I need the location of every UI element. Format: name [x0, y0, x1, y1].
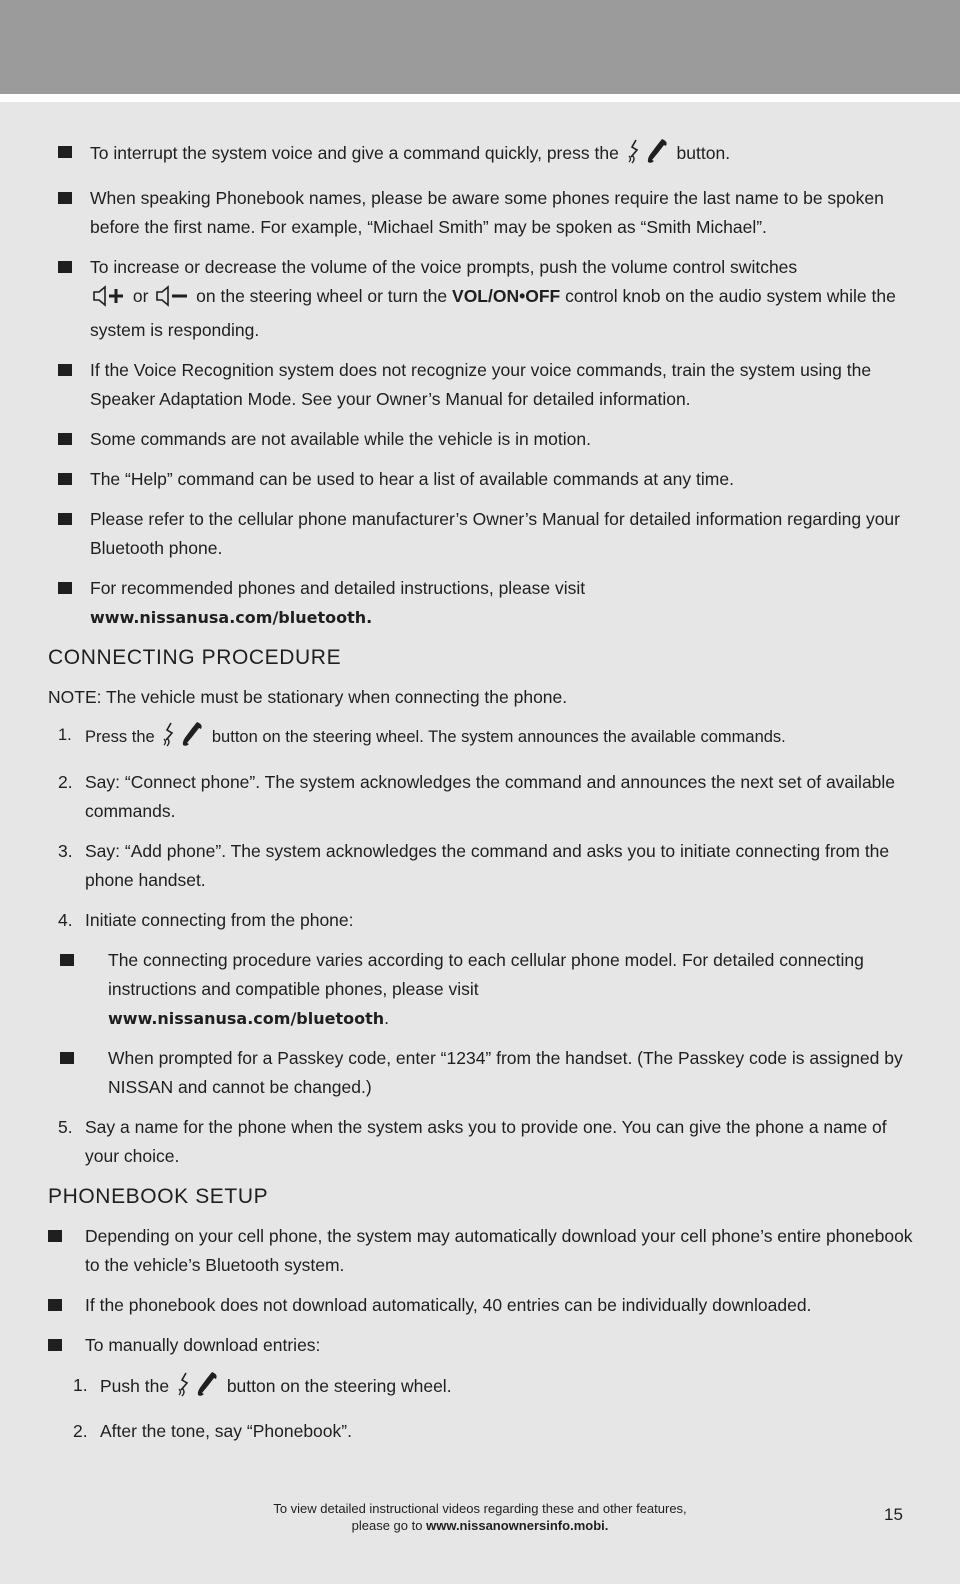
connecting-heading: CONNECTING PROCEDURE [48, 646, 342, 669]
step-item: 2. Say: “Connect phone”. The system acknowledges the command and announces the next set of available commands. [58, 772, 896, 821]
step-item: 1. Push the button on the steering wheel. [48, 1371, 918, 1406]
bluetooth-link[interactable]: www.nissanusa.com/bluetooth [108, 1009, 385, 1028]
bullet-item: When speaking Phonebook names, please be aware some phones require the last name to be spoken before the first name. For example, “Michael Smith” may be spoken as “Smith Michael”. [48, 184, 918, 242]
step-item: 1. Press the button on the steering wheel. The system announces the available commands. [48, 721, 918, 757]
bullet-item: If the phonebook does not download automatically, 40 entries can be individually downloaded. [48, 1291, 918, 1320]
header-band [0, 0, 960, 94]
bullet-item: Depending on your cell phone, the system may automatically download your cell phone’s entire phonebook to the vehicle’s Bluetooth system. [48, 1222, 918, 1280]
bullet-item: The “Help” command can be used to hear a list of available commands at any time. [48, 465, 918, 494]
volume-up-icon [92, 285, 126, 316]
bullet-item: To interrupt the system voice and give a command quickly, press the button. [48, 138, 918, 173]
page-content [48, 138, 918, 1457]
step-item: 3. Say: “Add phone”. The system acknowledges the command and asks you to initiate connecting from the phone handset. [58, 841, 890, 890]
bullet-item: Please refer to the cellular phone manufacturer’s Owner’s Manual for detailed information regarding your Bluetooth phone. [48, 505, 918, 563]
owners-info-link[interactable]: www.nissanownersinfo.mobi. [426, 1518, 609, 1533]
footer [200, 1500, 760, 1534]
footer-line-2: please go to www.nissanownersinfo.mobi. [351, 1518, 609, 1533]
phonebook-heading: PHONEBOOK SETUP [48, 1185, 269, 1208]
footer-line-1: To view detailed instructional videos regarding these and other features, [273, 1501, 687, 1516]
bullet-item: If the Voice Recognition system does not recognize your voice commands, train the system using the Speaker Adaptation Mode. See your Owner’s Manual for detailed information. [48, 356, 918, 414]
connecting-note: NOTE: The vehicle must be stationary when connecting the phone. [48, 687, 568, 707]
bullet-item: To increase or decrease the volume of the voice prompts, push the volume control switches or on the steering wheel or turn the VOL/ON•OFF control knob on the audio system while the system is responding. [48, 253, 918, 345]
talk-phone-icon [626, 138, 670, 173]
page-number: 15 [884, 1505, 903, 1524]
bluetooth-link[interactable]: www.nissanusa.com/bluetooth. [90, 608, 373, 627]
header-rule [0, 94, 960, 102]
talk-phone-icon [176, 1371, 220, 1406]
volume-down-icon [155, 285, 189, 316]
sub-bullet-item: When prompted for a Passkey code, enter “1234” from the handset. (The Passkey code is assigned by NISSAN and cannot be changed.) [48, 1044, 918, 1102]
bullet-item: To manually download entries: [48, 1331, 918, 1360]
sub-bullet-item: The connecting procedure varies according to each cellular phone model. For detailed connecting instructions and compatible phones, please visit www.nissanusa.com/bluetooth. [48, 946, 918, 1033]
step-item: 4. Initiate connecting from the phone: [58, 910, 354, 930]
vol-on-off-label: VOL/ON•OFF [452, 286, 561, 306]
step-item: 2. After the tone, say “Phonebook”. [73, 1421, 352, 1441]
bullet-item: Some commands are not available while the vehicle is in motion. [48, 425, 918, 454]
step-item: 5. Say a name for the phone when the system asks you to provide one. You can give the phone a name of your choice. [58, 1117, 887, 1166]
bullet-item: For recommended phones and detailed instructions, please visit www.nissanusa.com/bluetooth. [48, 574, 918, 632]
talk-phone-icon [161, 721, 205, 757]
